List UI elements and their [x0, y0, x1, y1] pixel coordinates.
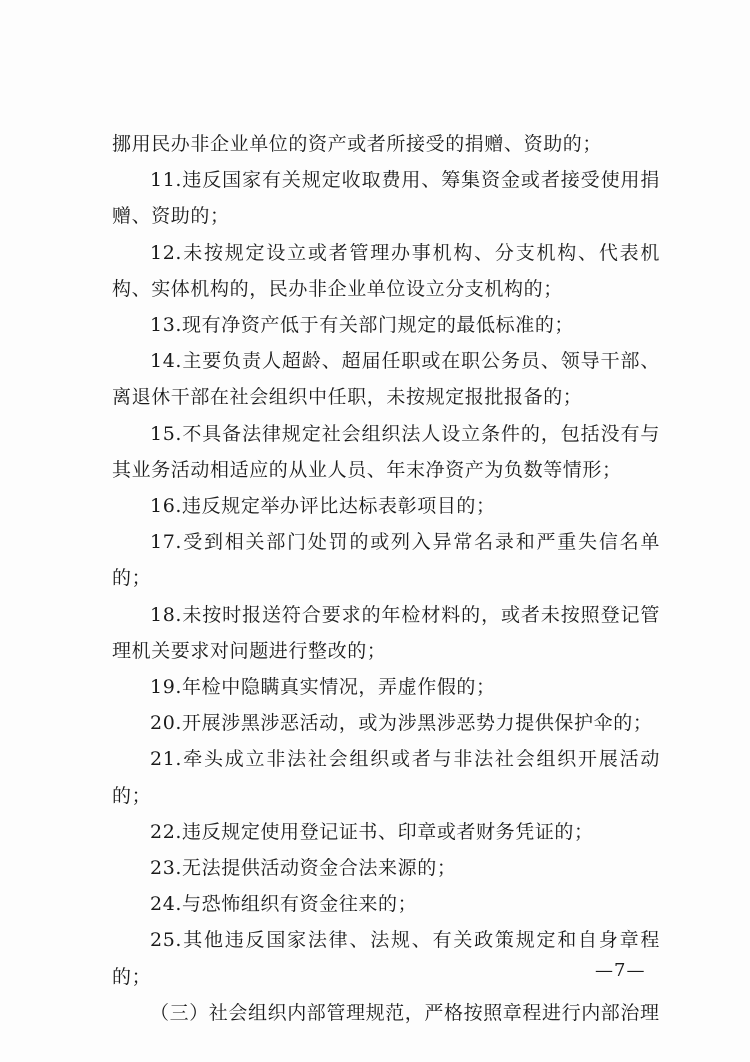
- paragraph: 20.开展涉黑涉恶活动，或为涉黑涉恶势力提供保护伞的；: [150, 712, 653, 735]
- paragraph: 挪用民办非企业单位的资产或者所接受的捐赠、资助的；: [112, 133, 603, 155]
- paragraph: 13.现有净资产低于有关部门规定的最低标准的；: [150, 314, 575, 337]
- paragraph: 21.牵头成立非法社会组织或者与非法社会组织开展活动的；: [112, 748, 660, 807]
- paragraph: 25.其他违反国家法律、法规、有关政策规定和自身章程的；: [112, 929, 660, 988]
- paragraph: 22.违反规定使用登记证书、印章或者财务凭证的；: [150, 820, 594, 843]
- paragraph: 12.未按规定设立或者管理办事机构、分支机构、代表机构、实体机构的，民办非企业单位设立分支机构的；: [112, 241, 660, 300]
- page-number: —7—: [595, 960, 646, 981]
- paragraph: 11.违反国家有关规定收取费用、筹集资金或者接受使用捐赠、资助的；: [112, 169, 660, 228]
- paragraph: 17.受到相关部门处罚的或列入异常名录和严重失信名单的；: [112, 531, 660, 590]
- body-text: [112, 126, 660, 1031]
- paragraph: 24.与恐怖组织有资金往来的；: [150, 893, 418, 916]
- paragraph: 19.年检中隐瞒真实情况，弄虚作假的；: [150, 676, 496, 699]
- paragraph: （三）社会组织内部管理规范，严格按照章程进行内部治理: [150, 1001, 660, 1024]
- paragraph: 23.无法提供活动资金合法来源的；: [150, 857, 457, 880]
- paragraph: 16.违反规定举办评比达标表彰项目的；: [150, 495, 496, 518]
- paragraph: 18.未按时报送符合要求的年检材料的，或者未按照登记管理机关要求对问题进行整改的；: [112, 603, 660, 662]
- paragraph: 15.不具备法律规定社会组织法人设立条件的，包括没有与其业务活动相适应的从业人员、年末净资产为负数等情形；: [112, 422, 660, 481]
- paragraph: 14.主要负责人超龄、超届任职或在职公务员、领导干部、离退休干部在社会组织中任职，未按规定报批报备的；: [112, 350, 660, 409]
